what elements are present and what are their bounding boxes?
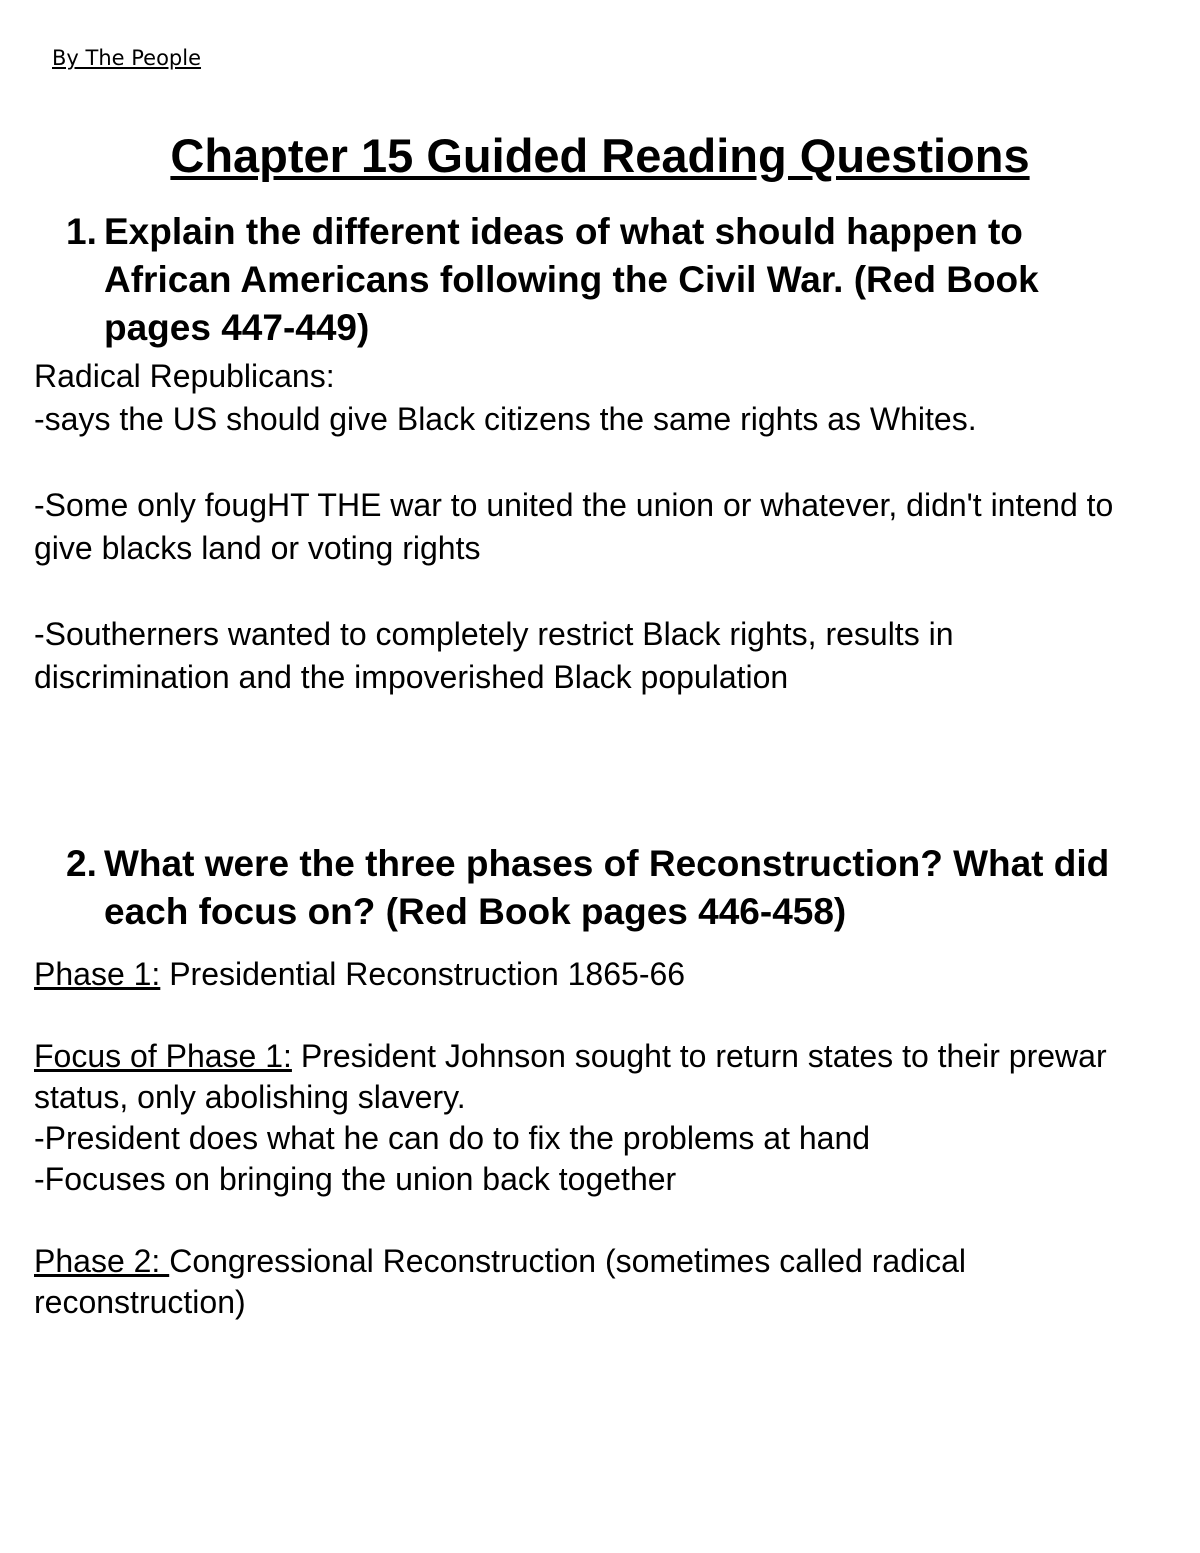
focus-1-line-3: -Focuses on bringing the union back together [34, 1161, 677, 1197]
question-2-text: What were the three phases of Reconstruction? What did each focus on? (Red Book pages 446-458) [104, 843, 1110, 932]
phase-2-text: Congressional Reconstruction (sometimes called radical reconstruction) [34, 1243, 966, 1320]
phase-2-line [34, 1241, 1154, 1323]
answer-1-line-1: -says the US should give Black citizens the same rights as Whites. [34, 401, 977, 437]
answer-1 [34, 355, 1154, 699]
answer-1-heading: Radical Republicans: [34, 358, 335, 394]
phase-1-text: Presidential Reconstruction 1865-66 [160, 956, 686, 992]
question-1-number: 1. [66, 211, 97, 252]
page-title: Chapter 15 Guided Reading Questions [170, 129, 1030, 182]
answer-1-line-2: -Some only fougHT THE war to united the union or whatever, didn't intend to give blacks land or voting rights [34, 487, 1114, 566]
focus-1-line-2: -President does what he can do to fix the problems at hand [34, 1120, 871, 1156]
question-1-text: Explain the different ideas of what should happen to African Americans following the Civil War. (Red Book pages 447-449) [104, 211, 1039, 348]
question-2 [66, 840, 1146, 936]
focus-1-line [34, 1036, 1154, 1118]
focus-1-text: President Johnson sought to return states to their prewar status, only abolishing slavery. [34, 1038, 1107, 1115]
phase-1-label: Phase 1: [34, 956, 161, 992]
answer-2 [34, 954, 1154, 1323]
answer-1-line-3: -Southerners wanted to completely restrict Black rights, results in discrimination and the impoverished Black population [34, 616, 954, 695]
focus-1-label: Focus of Phase 1: [34, 1038, 292, 1074]
header-note: By The People [52, 46, 202, 70]
question-1 [66, 208, 1146, 352]
phase-2-label: Phase 2: [34, 1243, 170, 1279]
phase-1-line [34, 954, 1154, 995]
question-2-number: 2. [66, 843, 97, 884]
